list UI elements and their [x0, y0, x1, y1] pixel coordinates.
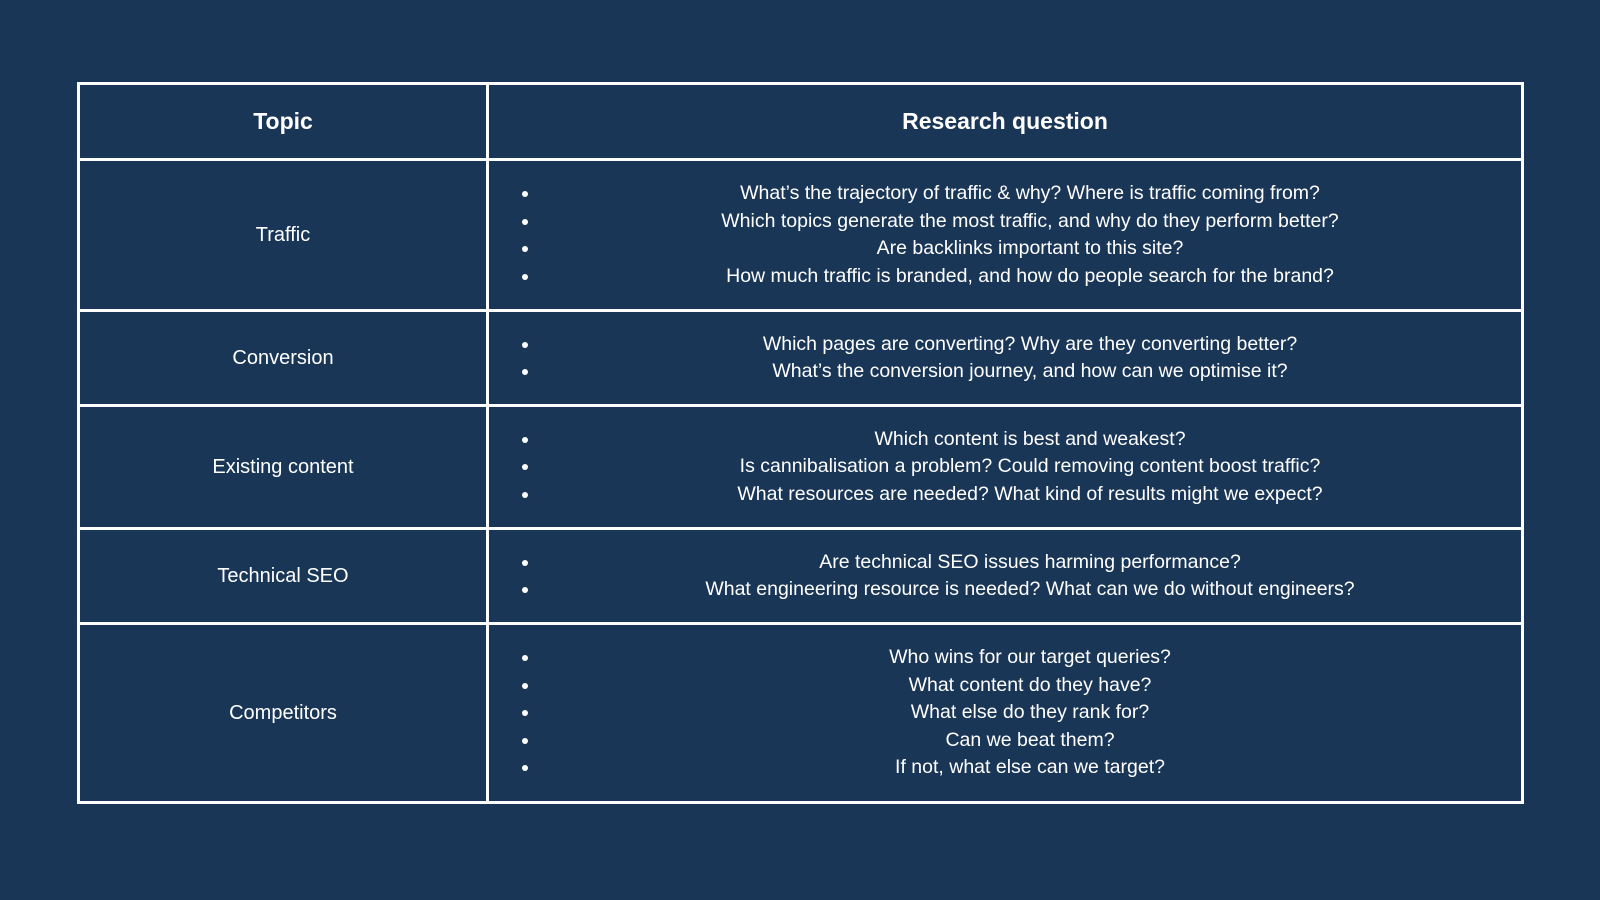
- bullet-icon: [522, 492, 528, 498]
- topic-cell: Conversion: [79, 311, 488, 406]
- list-item: [489, 180, 1521, 208]
- question-text: Can we beat them?: [945, 728, 1115, 751]
- list-item: [489, 208, 1521, 236]
- question-text: What’s the trajectory of traffic & why? Where is traffic coming from?: [740, 182, 1320, 204]
- bullet-icon: [522, 738, 528, 744]
- research-table: [77, 82, 1524, 804]
- list-item: [489, 331, 1521, 359]
- list-item: [489, 358, 1521, 386]
- table-row: [79, 406, 1523, 529]
- question-text: What resources are needed? What kind of results might we expect?: [737, 482, 1323, 505]
- question-list: [489, 534, 1521, 619]
- bullet-icon: [522, 587, 528, 593]
- question-text: What engineering resource is needed? What can we do without engineers?: [705, 578, 1355, 600]
- bullet-icon: [522, 655, 528, 661]
- question-text: What content do they have?: [908, 673, 1152, 696]
- bullet-icon: [522, 464, 528, 470]
- topic-cell: Technical SEO: [79, 529, 488, 624]
- header-topic: Topic: [79, 84, 488, 160]
- list-item: [489, 576, 1521, 604]
- list-item: [489, 727, 1521, 755]
- bullet-icon: [522, 710, 528, 716]
- list-item: [489, 672, 1521, 700]
- question-list: [489, 165, 1521, 305]
- header-research-question: Research question: [488, 84, 1523, 160]
- table-row: [79, 529, 1523, 624]
- question-text: What’s the conversion journey, and how can we optimise it?: [772, 360, 1288, 382]
- table-row: [79, 311, 1523, 406]
- bullet-icon: [522, 219, 528, 225]
- question-text: How much traffic is branded, and how do people search for the brand?: [726, 264, 1334, 287]
- questions-cell: [488, 160, 1523, 311]
- bullet-icon: [522, 191, 528, 197]
- questions-cell: [488, 311, 1523, 406]
- list-item: [489, 644, 1521, 672]
- bullet-icon: [522, 342, 528, 348]
- question-text: What else do they rank for?: [910, 701, 1150, 724]
- bullet-icon: [522, 560, 528, 566]
- bullet-icon: [522, 274, 528, 280]
- list-item: [489, 453, 1521, 481]
- question-text: Are backlinks important to this site?: [876, 237, 1184, 259]
- question-text: Who wins for our target queries?: [889, 646, 1171, 669]
- list-item: [489, 549, 1521, 577]
- header-row: [79, 84, 1523, 160]
- table-row: [79, 624, 1523, 803]
- bullet-icon: [522, 765, 528, 771]
- bullet-icon: [522, 437, 528, 443]
- list-item: [489, 481, 1521, 509]
- topic-cell: Competitors: [79, 624, 488, 803]
- questions-cell: [488, 529, 1523, 624]
- bullet-icon: [522, 369, 528, 375]
- list-item: [489, 263, 1521, 291]
- question-text: If not, what else can we target?: [895, 756, 1165, 779]
- question-list: [489, 411, 1521, 524]
- topic-cell: Existing content: [79, 406, 488, 529]
- table-row: [79, 160, 1523, 311]
- question-text: Which pages are converting? Why are they converting better?: [762, 332, 1298, 355]
- list-item: [489, 699, 1521, 727]
- questions-cell: [488, 406, 1523, 529]
- topic-cell: Traffic: [79, 160, 488, 311]
- question-text: Which topics generate the most traffic, and why do they perform better?: [721, 209, 1339, 232]
- bullet-icon: [522, 683, 528, 689]
- question-text: Is cannibalisation a problem? Could removing content boost traffic?: [739, 455, 1321, 478]
- list-item: [489, 426, 1521, 454]
- question-text: Are technical SEO issues harming performance?: [819, 550, 1241, 573]
- question-list: [489, 316, 1521, 401]
- questions-cell: [488, 624, 1523, 803]
- list-item: [489, 754, 1521, 782]
- question-list: [489, 629, 1521, 797]
- list-item: [489, 235, 1521, 263]
- bullet-icon: [522, 246, 528, 252]
- question-text: Which content is best and weakest?: [874, 427, 1186, 450]
